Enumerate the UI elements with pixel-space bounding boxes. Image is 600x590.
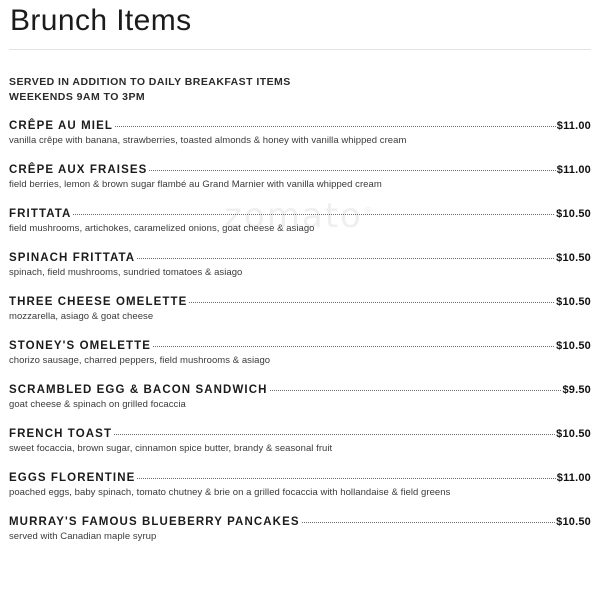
watermark-registered-mark: ® (362, 204, 376, 218)
dot-leader (302, 522, 556, 523)
menu-item (9, 516, 591, 543)
intro-line-2: WEEKENDS 9AM TO 3PM (9, 90, 146, 103)
menu-item-price: $10.50 (556, 516, 591, 528)
dot-leader (149, 170, 555, 171)
dot-leader (73, 214, 555, 215)
menu-item-name: CRÊPE AUX FRAISES (9, 164, 148, 176)
menu-item (9, 208, 591, 235)
menu-item-price: $11.00 (556, 164, 591, 176)
menu-item-price: $11.00 (556, 120, 591, 132)
dot-leader (115, 126, 556, 127)
menu-item-price: $9.50 (562, 384, 591, 396)
menu-item-header (9, 208, 591, 220)
dot-leader (270, 390, 562, 391)
menu-item-description: chorizo sausage, charred peppers, field mushrooms & asiago (9, 355, 271, 366)
menu-item (9, 296, 591, 323)
menu-item-header (9, 428, 591, 440)
menu-item-name: FRITTATA (9, 208, 72, 220)
menu-item (9, 164, 591, 191)
menu-item (9, 384, 591, 411)
menu-item-description: served with Canadian maple syrup (9, 531, 157, 542)
menu-item-name: THREE CHEESE OMELETTE (9, 296, 188, 308)
menu-item-description: vanilla crêpe with banana, strawberries, toasted almonds & honey with vanilla whipped cream (9, 135, 407, 146)
dot-leader (189, 302, 555, 303)
menu-item (9, 252, 591, 279)
title-divider (9, 49, 591, 50)
menu-item-price: $10.50 (556, 252, 591, 264)
watermark-text: zomato (224, 196, 363, 236)
menu-item-price: $10.50 (556, 428, 591, 440)
intro-line-1: SERVED IN ADDITION TO DAILY BREAKFAST ITEMS (9, 76, 291, 88)
menu-item-description: mozzarella, asiago & goat cheese (9, 311, 154, 322)
menu-item-name: STONEY'S OMELETTE (9, 340, 151, 352)
menu-item-name: CRÊPE AU MIEL (9, 120, 113, 132)
menu-item-header (9, 120, 591, 132)
menu-intro-note (9, 75, 591, 104)
menu-item-header (9, 384, 591, 396)
menu-item-header (9, 340, 591, 352)
menu-item-description: spinach, field mushrooms, sundried tomatoes & asiago (9, 267, 243, 278)
menu-item-price: $10.50 (556, 340, 591, 352)
menu-item-header (9, 164, 591, 176)
menu-item-price: $11.00 (556, 472, 591, 484)
menu-item-description: field mushrooms, artichokes, caramelized onions, goat cheese & asiago (9, 223, 315, 234)
menu-item-header (9, 296, 591, 308)
dot-leader (153, 346, 555, 347)
menu-item (9, 472, 591, 499)
menu-item-name: MURRAY'S FAMOUS BLUEBERRY PANCAKES (9, 516, 300, 528)
menu-item (9, 120, 591, 147)
dot-leader (137, 478, 555, 479)
menu-item-list (9, 120, 591, 543)
menu-item-name: SPINACH FRITTATA (9, 252, 136, 264)
menu-item-header (9, 472, 591, 484)
menu-item-header (9, 252, 591, 264)
dot-leader (137, 258, 555, 259)
menu-item-description: field berries, lemon & brown sugar flambé au Grand Marnier with vanilla whipped cream (9, 179, 382, 190)
menu-item (9, 428, 591, 455)
menu-item (9, 340, 591, 367)
menu-item-description: goat cheese & spinach on grilled focaccia (9, 399, 186, 410)
menu-item-price: $10.50 (556, 208, 591, 220)
page-title: Brunch Items (10, 4, 192, 37)
menu-item-name: FRENCH TOAST (9, 428, 113, 440)
menu-item-name: EGGS FLORENTINE (9, 472, 136, 484)
menu-item-description: poached eggs, baby spinach, tomato chutney & brie on a grilled focaccia with hollandaise & field greens (9, 487, 451, 498)
dot-leader (114, 434, 555, 435)
menu-item-description: sweet focaccia, brown sugar, cinnamon spice butter, brandy & seasonal fruit (9, 443, 333, 454)
menu-item-price: $10.50 (556, 296, 591, 308)
menu-item-header (9, 516, 591, 528)
menu-item-name: SCRAMBLED EGG & BACON SANDWICH (9, 384, 268, 396)
